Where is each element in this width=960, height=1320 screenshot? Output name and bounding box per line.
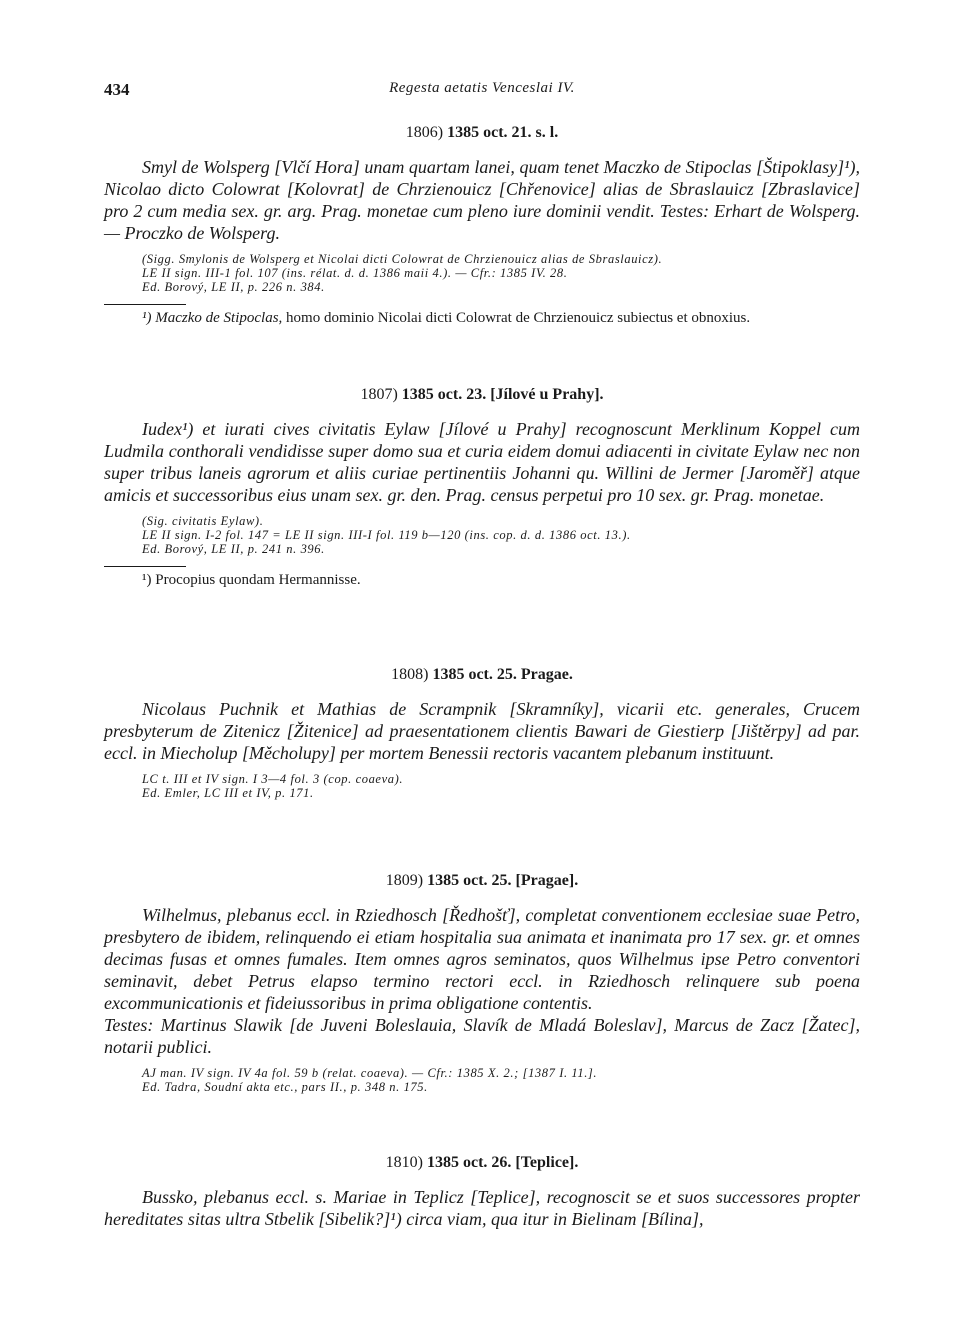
entry-date: 1385 oct. 25. Pragae. xyxy=(432,666,573,683)
entry-number: 1808) xyxy=(391,666,429,683)
entry-witnesses: Testes: Martinus Slawik [de Juveni Boleslauia, Slavík de Mladá Boleslav], Marcus de Zacz [Žatec], notarii publici. xyxy=(104,1015,860,1057)
running-title: Regesta aetatis Venceslai IV. xyxy=(389,80,575,96)
entry-body: Bussko, plebanus eccl. s. Mariae in Teplicz [Teplice], recognoscit se et suos successores propter hereditates sitas ultra Stbelik [Sibelik?]¹) circa viam, qua itur in Bielinam [Bílina], xyxy=(104,1187,860,1229)
entry-body: Smyl de Wolsperg [Vlčí Hora] unam quartam lanei, quam tenet Maczko de Stipoclas [Štipoklasy]¹), Nicolao dicto Colowrat [Kolovrat] de Chrzienouicz [Chřenovice] alias de Sbraslauicz [Zbraslavice] pro 2 cum media sex. gr. arg. Prag. monetae cum pleno iure dominii vendit. Testes: Erhart de Wolsperg. — Proczko de Wolsperg. xyxy=(104,157,860,243)
note-line: (Sig. civitatis Eylaw). xyxy=(142,514,264,528)
entry-heading xyxy=(104,386,860,404)
footnote-text: ¹) Procopius quondam Hermannisse. xyxy=(142,572,361,588)
footnote-italic: ¹) Maczko de Stipoclas, xyxy=(142,310,283,326)
entry-1806 xyxy=(104,124,860,327)
note-line: AJ man. IV sign. IV 4a fol. 59 b (relat. coaeva). — Cfr.: 1385 X. 2.; [1387 I. 11.]. xyxy=(142,1066,598,1080)
entry-1809 xyxy=(104,872,860,1094)
note-line: Ed. Emler, LC III et IV, p. 171. xyxy=(142,786,314,800)
page-header xyxy=(104,80,860,104)
note-line: LE II sign. III-1 fol. 107 (ins. rélat. d. d. 1386 maii 4.). — Cfr.: 1385 IV. 28. xyxy=(142,266,568,280)
entry-body: Wilhelmus, plebanus eccl. in Rziedhosch [Ředhošť], completat conventionem ecclesiae suae Petro, presbytero de ibidem, relinquendo ei etiam hospitalia sua animata et inanimata pro 17 sex. gr. et omnes decimas fusas et omnes fumales. Item omnes agros seminatos, quos Wilhelmus ipse Petro conventori seminavit, debet Petrus elapso termino rectori eccl. in Rziedhosch relinquere sub poena excommunicationis et fideiussoribus in prima obligatione contentis. xyxy=(104,905,860,1013)
footnote-text: homo dominio Nicolai dicti Colowrat de Chrzienouicz subiectus et obnoxius. xyxy=(282,310,751,326)
entry-date: 1385 oct. 23. [Jílové u Prahy]. xyxy=(401,386,604,403)
note-line: LE II sign. I-2 fol. 147 = LE II sign. III-I fol. 119 b—120 (ins. cop. d. d. 1386 oct. 13.). xyxy=(142,528,631,542)
entry-heading xyxy=(104,1154,860,1172)
entry-notes xyxy=(142,514,860,556)
note-line: Ed. Borový, LE II, p. 241 n. 396. xyxy=(142,542,325,556)
note-line: (Sigg. Smylonis de Wolsperg et Nicolai dicti Colowrat de Chrzienouicz alias de Sbraslauicz). xyxy=(142,252,663,266)
note-line: LC t. III et IV sign. I 3—4 fol. 3 (cop. coaeva). xyxy=(142,772,404,786)
footnote-rule xyxy=(104,304,186,305)
footnote xyxy=(142,571,860,589)
entry-heading xyxy=(104,124,860,142)
entry-body: Nicolaus Puchnik et Mathias de Scrampnik [Skramníky], vicarii etc. generales, Crucem presbyterum de Zitenicz [Žitenice] ad praesentationem clientis Bawari de Giestierp [Jištěrpy] ad par. eccl. in Miecholup [Měcholupy] per mortem Benessii rectoris vacantem plebanum instituunt. xyxy=(104,699,860,763)
entry-1807 xyxy=(104,386,860,589)
entry-number: 1807) xyxy=(360,386,398,403)
entry-number: 1809) xyxy=(385,872,424,889)
note-line: Ed. Borový, LE II, p. 226 n. 384. xyxy=(142,280,325,294)
page-number: 434 xyxy=(104,80,130,99)
entry-number: 1810) xyxy=(385,1154,423,1171)
entry-notes xyxy=(142,772,860,800)
entry-1808 xyxy=(104,666,860,800)
entry-date: 1385 oct. 21. s. l. xyxy=(447,124,559,141)
footnote-rule xyxy=(104,566,186,567)
entry-notes xyxy=(142,252,860,294)
entry-date: 1385 oct. 25. [Pragae]. xyxy=(427,872,579,889)
entry-body: Iudex¹) et iurati cives civitatis Eylaw [Jílové u Prahy] recognoscunt Merklinum Koppel cum Ludmila conthorali vendidisse super domo sua et curia eidem domui adiacenti in civitate Eylaw nec non super tribus laneis agrorum et aliis curiae pertinentiis Johanni qu. Willini de Jermer [Jaroměř] atque amicis et successoribus eius unam sex. gr. den. Prag. census perpetui pro 10 sex. gr. Prag. monetae. xyxy=(104,419,860,505)
entry-date: 1385 oct. 26. [Teplice]. xyxy=(426,1154,579,1171)
entry-1810 xyxy=(104,1154,860,1230)
footnote xyxy=(142,309,860,327)
note-line: Ed. Tadra, Soudní akta etc., pars II., p. 348 n. 175. xyxy=(142,1080,428,1094)
entry-notes xyxy=(142,1066,860,1094)
entry-heading xyxy=(104,872,860,890)
entry-number: 1806) xyxy=(405,124,444,141)
entry-heading xyxy=(104,666,860,684)
